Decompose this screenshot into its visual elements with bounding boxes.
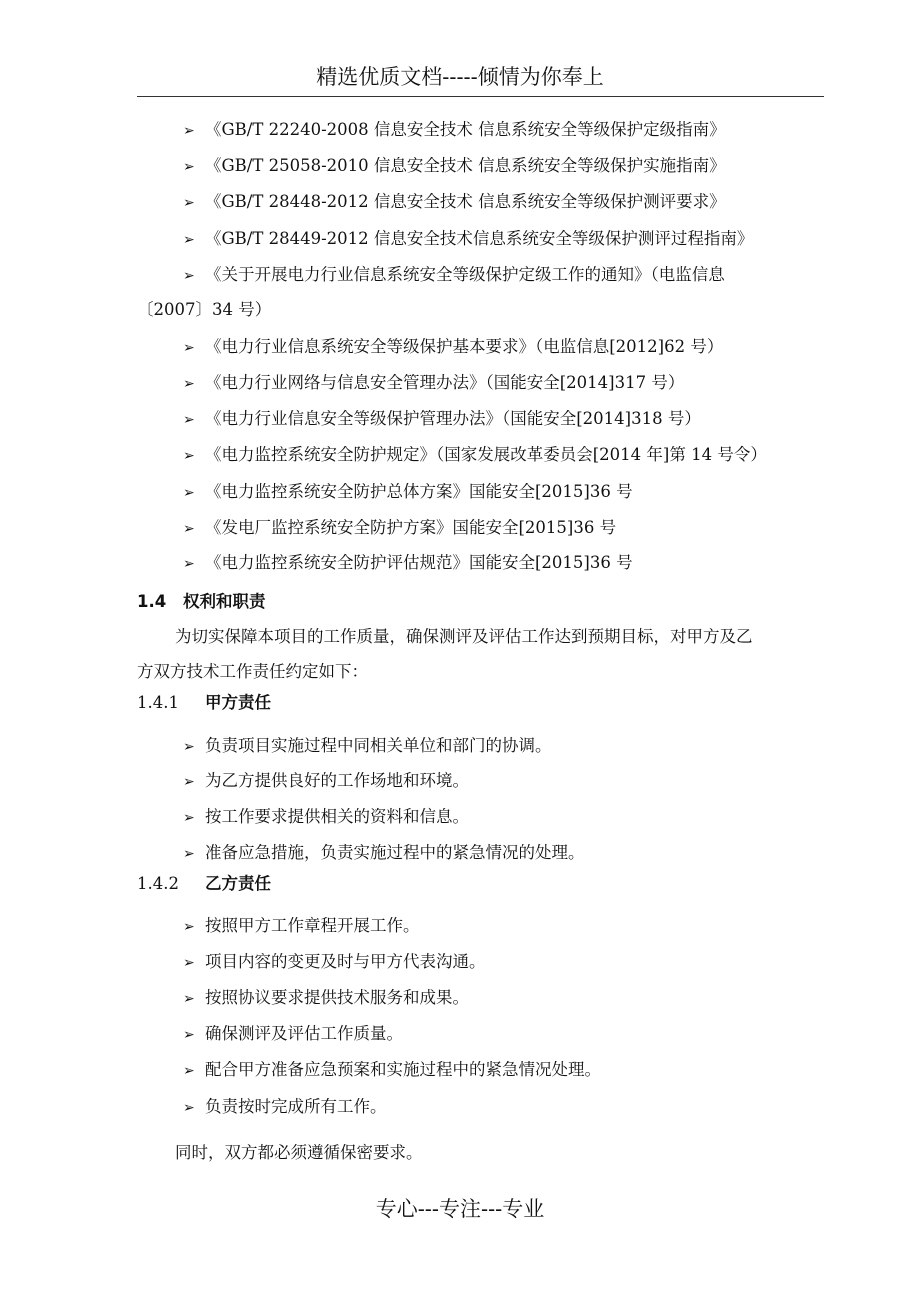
subsection-number: 1.4.1 <box>137 693 179 712</box>
reference-item <box>183 479 633 506</box>
arrow-bullet-icon: ➢ <box>183 955 195 971</box>
subsection-number: 1.4.2 <box>137 874 179 893</box>
duty-item <box>183 1021 403 1048</box>
reference-text: 《GB/T 28449-2012 信息安全技术信息系统安全等级保护测评过程指南》 <box>205 229 754 248</box>
reference-text: 《发电厂监控系统安全防护方案》国能安全[2015]36 号 <box>205 518 617 537</box>
arrow-bullet-icon: ➢ <box>183 232 195 248</box>
duty-item <box>183 768 469 795</box>
arrow-bullet-icon: ➢ <box>183 1063 195 1079</box>
reference-item <box>183 153 726 180</box>
reference-item <box>183 406 701 433</box>
arrow-bullet-icon: ➢ <box>183 1100 195 1116</box>
arrow-bullet-icon: ➢ <box>183 991 195 1007</box>
arrow-bullet-icon: ➢ <box>183 1027 195 1043</box>
intro-paragraph-line: 方双方技术工作责任约定如下： <box>137 662 368 681</box>
subsection-title: 甲方责任 <box>205 693 271 712</box>
reference-item <box>183 189 726 216</box>
duty-text: 负责按时完成所有工作。 <box>205 1097 387 1116</box>
arrow-bullet-icon: ➢ <box>183 919 195 935</box>
duty-text: 确保测评及评估工作质量。 <box>205 1024 403 1043</box>
arrow-bullet-icon: ➢ <box>183 340 195 356</box>
duty-item <box>183 1094 387 1121</box>
duty-item <box>183 949 486 976</box>
reference-text: 《电力监控系统安全防护总体方案》国能安全[2015]36 号 <box>205 482 633 501</box>
closing-paragraph: 同时，双方都必须遵循保密要求。 <box>175 1143 423 1162</box>
arrow-bullet-icon: ➢ <box>183 195 195 211</box>
reference-item <box>183 117 726 144</box>
reference-item <box>183 442 767 469</box>
reference-item <box>183 370 684 397</box>
reference-item <box>183 515 616 542</box>
reference-item <box>183 262 725 289</box>
duty-item <box>183 985 469 1012</box>
arrow-bullet-icon: ➢ <box>183 448 195 464</box>
arrow-bullet-icon: ➢ <box>183 521 195 537</box>
arrow-bullet-icon: ➢ <box>183 123 195 139</box>
duty-item <box>183 840 585 867</box>
reference-text: 《GB/T 22240-2008 信息安全技术 信息系统安全等级保护定级指南》 <box>205 120 726 139</box>
duty-text: 配合甲方准备应急预案和实施过程中的紧急情况处理。 <box>205 1060 601 1079</box>
subsection-heading <box>137 871 271 897</box>
reference-item <box>183 334 723 361</box>
arrow-bullet-icon: ➢ <box>183 739 195 755</box>
duty-text: 按照甲方工作章程开展工作。 <box>205 916 420 935</box>
duty-item <box>183 1057 601 1084</box>
arrow-bullet-icon: ➢ <box>183 810 195 826</box>
reference-text: 《电力行业网络与信息安全管理办法》（国能安全[2014]317 号） <box>205 373 685 392</box>
duty-text: 为乙方提供良好的工作场地和环境。 <box>205 771 469 790</box>
arrow-bullet-icon: ➢ <box>183 159 195 175</box>
arrow-bullet-icon: ➢ <box>183 556 195 572</box>
subsection-title: 乙方责任 <box>205 874 271 893</box>
section-number: 1.4 <box>137 592 167 611</box>
reference-text: 《GB/T 28448-2012 信息安全技术 信息系统安全等级保护测评要求》 <box>205 192 726 211</box>
reference-text: 《电力监控系统安全防护规定》（国家发展改革委员会[2014 年]第 14 号令） <box>205 445 767 464</box>
duty-text: 准备应急措施，负责实施过程中的紧急情况的处理。 <box>205 843 585 862</box>
arrow-bullet-icon: ➢ <box>183 485 195 501</box>
section-heading <box>137 589 266 615</box>
duty-item <box>183 733 552 760</box>
reference-text: 《GB/T 25058-2010 信息安全技术 信息系统安全等级保护实施指南》 <box>205 156 726 175</box>
intro-paragraph-line: 为切实保障本项目的工作质量，确保测评及评估工作达到预期目标，对甲方及乙 <box>175 627 753 646</box>
duty-text: 项目内容的变更及时与甲方代表沟通。 <box>205 952 486 971</box>
reference-text: 《关于开展电力行业信息系统安全等级保护定级工作的通知》（电监信息 <box>205 265 725 284</box>
page-footer: 专心---专注---专业 <box>375 1197 545 1221</box>
duty-text: 按工作要求提供相关的资料和信息。 <box>205 807 469 826</box>
duty-item <box>183 804 469 831</box>
reference-text: 《电力行业信息安全等级保护管理办法》（国能安全[2014]318 号） <box>205 409 701 428</box>
reference-item <box>183 550 633 577</box>
arrow-bullet-icon: ➢ <box>183 846 195 862</box>
arrow-bullet-icon: ➢ <box>183 376 195 392</box>
duty-text: 按照协议要求提供技术服务和成果。 <box>205 988 469 1007</box>
header-divider <box>137 96 824 97</box>
arrow-bullet-icon: ➢ <box>183 774 195 790</box>
arrow-bullet-icon: ➢ <box>183 268 195 284</box>
subsection-heading <box>137 690 271 716</box>
duty-item <box>183 913 420 940</box>
section-title: 权利和职责 <box>183 592 266 611</box>
reference-item <box>183 226 753 253</box>
reference-text: 《电力行业信息系统安全等级保护基本要求》（电监信息[2012]62 号） <box>205 337 724 356</box>
page-header: 精选优质文档-----倾情为你奉上 <box>316 65 604 89</box>
reference-text: 《电力监控系统安全防护评估规范》国能安全[2015]36 号 <box>205 553 633 572</box>
reference-text-continuation: 〔2007〕34 号） <box>137 300 272 319</box>
duty-text: 负责项目实施过程中同相关单位和部门的协调。 <box>205 736 552 755</box>
arrow-bullet-icon: ➢ <box>183 412 195 428</box>
